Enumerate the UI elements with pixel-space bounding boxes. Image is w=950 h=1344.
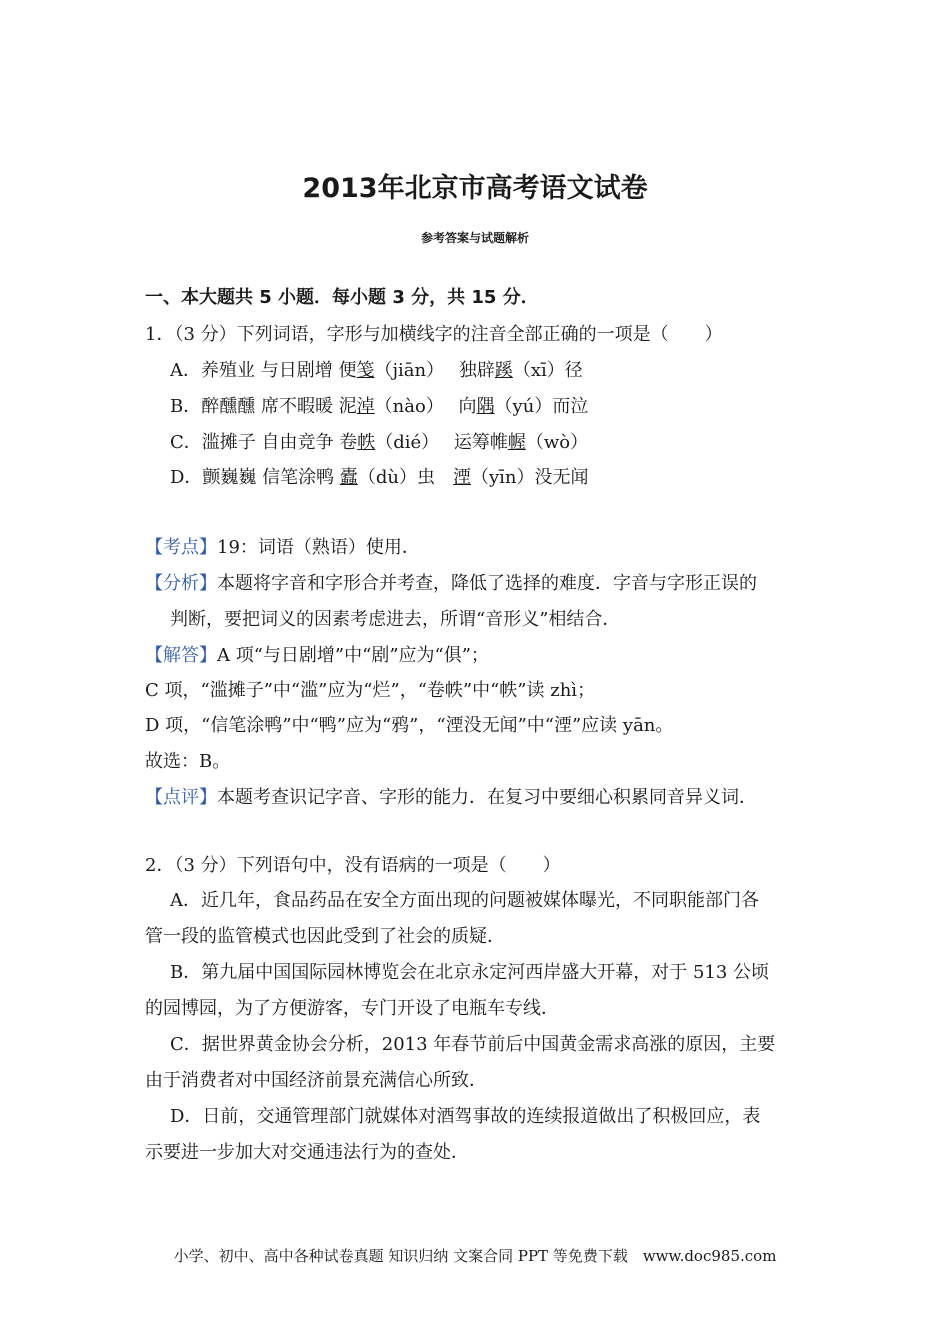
option-text: （dié） 运筹帷 [375,432,508,453]
option-text: B．醉醺醺 席不暇暖 泥 [170,396,357,417]
option-text: （yīn）没无闻 [471,467,589,488]
option-text: （wò） [525,432,589,453]
option-text: （nào） 向 [374,396,477,417]
underlined-char: 幄 [507,432,526,453]
q2-option-d-cont: 示要进一步加大对交通违法行为的查处． [145,1142,469,1163]
q2-option-a-cont: 管一段的监管模式也因此受到了社会的质疑． [145,926,505,947]
underlined-char: 湮 [453,467,471,488]
q2-stem: 2．（3 分）下列语句中，没有语病的一项是（ ） [145,855,561,876]
q1-fenxi-cont: 判断，要把词义的因素考虑进去，所谓“音形义”相结合． [170,609,621,630]
q1-option-a [170,358,583,384]
q1-dianping [145,785,757,811]
underlined-char: 蹊 [494,360,513,381]
jieda-tag: 【解答】 [145,645,217,666]
option-text: （yú）而泣 [494,396,589,417]
fenxi-tag: 【分析】 [145,573,217,594]
fenxi-text: 本题将字音和字形合并考查，降低了选择的难度．字音与字形正误的 [217,573,757,594]
q1-option-c [170,430,588,456]
q1-kaodian [145,535,420,561]
section-header: 一、本大题共 5 小题．每小题 3 分，共 15 分． [145,287,539,308]
q2-option-c-cont: 由于消费者对中国经济前景充满信心所致． [145,1070,487,1091]
q2-option-d: D．日前，交通管理部门就媒体对酒驾事故的连续报道做出了积极回应，表 [170,1106,761,1127]
q2-option-c: C．据世界黄金协会分析，2013 年春节前后中国黄金需求高涨的原因，主要 [170,1034,776,1055]
option-text: （jiān） 独辟 [374,360,495,381]
q1-jieda-c: C 项，“滥摊子”中“滥”应为“烂”，“卷帙”中“帙”读 zhì； [145,680,596,701]
q1-option-b [170,394,588,420]
dianping-tag: 【点评】 [145,787,217,808]
option-text: C．滥摊子 自由竞争 卷 [170,432,358,453]
jieda-text: A 项“与日剧增”中“剧”应为“俱”； [217,645,489,666]
underlined-char: 隅 [476,396,495,417]
dianping-text: 本题考查识记字音、字形的能力．在复习中要细心积累同音异义词． [217,787,757,808]
option-text: （dù）虫 [357,467,453,488]
q1-stem: 1．（3 分）下列词语，字形与加横线字的注音全部正确的一项是（ ） [145,324,723,345]
q2-option-b-cont: 的园博园，为了方便游客，专门开设了电瓶车专线． [145,998,559,1019]
page-subtitle: 参考答案与试题解析 [420,231,529,245]
underlined-char: 淖 [356,396,375,417]
kaodian-tag: 【考点】 [145,537,217,558]
option-text: （xī）径 [512,360,583,381]
q1-jieda-d: D 项，“信笔涂鸭”中“鸭”应为“鸦”，“湮没无闻”中“湮”应读 yān。 [145,715,674,736]
page-footer: 小学、初中、高中各种试卷真题 知识归纳 文案合同 PPT 等免费下载 www.doc985.com [173,1247,777,1265]
q1-jieda [145,643,489,669]
q2-option-b: B．第九届中国国际园林博览会在北京永定河西岸盛大开幕，对于 513 公顷 [170,962,770,983]
underlined-char: 帙 [357,432,376,453]
q1-option-d [170,465,589,491]
q1-fenxi [145,571,757,597]
underlined-char: 笺 [356,360,375,381]
option-text: A．养殖业 与日剧增 便 [170,360,357,381]
kaodian-text: 19：词语（熟语）使用． [217,537,420,558]
q2-option-a: A．近几年，食品药品在安全方面出现的问题被媒体曝光，不同职能部门各 [170,890,759,911]
option-text: D．颤巍巍 信笔涂鸭 [170,467,340,488]
page-title: 2013年北京市高考语文试卷 [302,173,648,204]
underlined-char: 蠹 [339,467,358,488]
q1-answer: 故选：B。 [145,751,231,772]
